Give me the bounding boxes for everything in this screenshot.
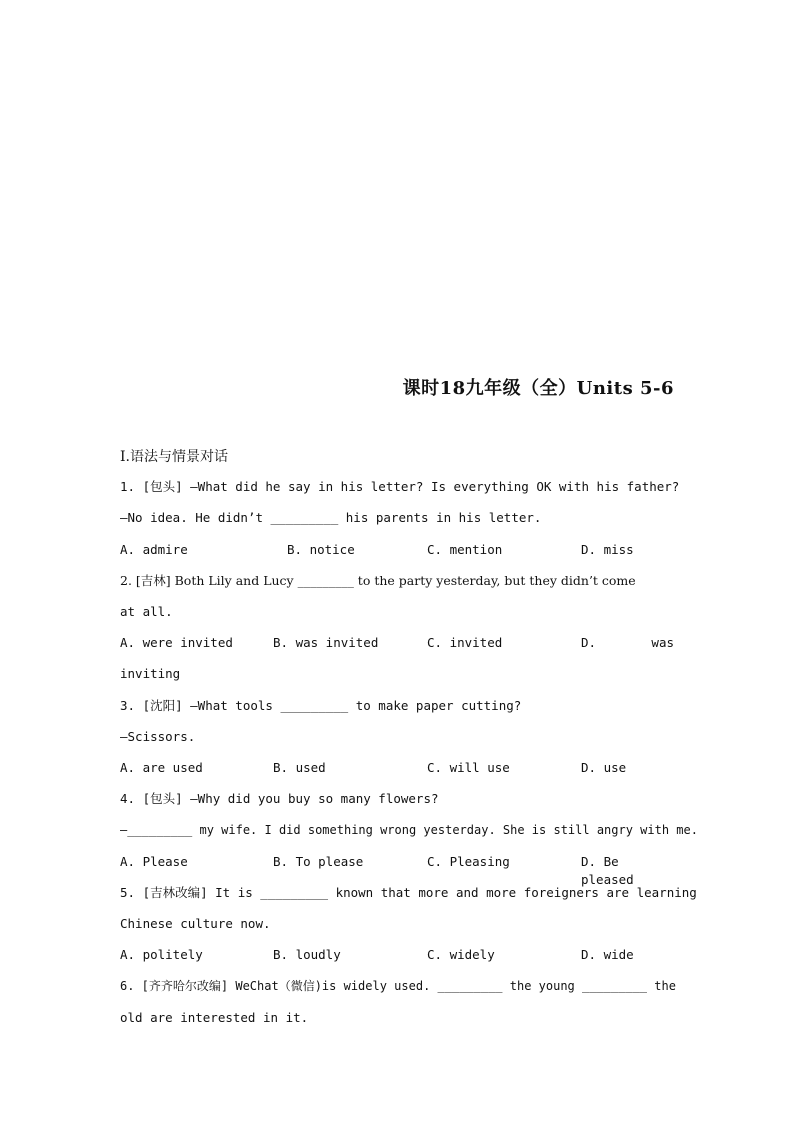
option-c: C. invited [427, 635, 503, 650]
option-a: A. Please [120, 854, 188, 869]
option-c: C. mention [427, 542, 503, 557]
option-c: C. Pleasing [427, 854, 510, 869]
q4-line1: 4. [包头] —Why did you buy so many flowers? [120, 791, 439, 806]
option-b: B. notice [287, 542, 355, 557]
q5-line1: 5. [吉林改编] It is _________ known that more and more foreigners are learning [120, 885, 697, 900]
option-a: A. admire [120, 542, 188, 557]
q4-line2: —_________ my wife. I did something wrong yesterday. She is still angry with me. [120, 823, 698, 837]
q3-options [120, 759, 674, 777]
option-c: C. will use [427, 760, 510, 775]
q3-line2: —Scissors. [120, 729, 196, 744]
q6-line1: 6. [齐齐哈尔改编] WeChat（微信)is widely used. _________ the young _________ the [120, 979, 676, 993]
q2-line1: 2. [吉林] Both Lily and Lucy _________ to the party yesterday, but they didn’t come [120, 573, 636, 588]
q1-line2: —No idea. He didn’t _________ his parents in his letter. [120, 510, 542, 525]
option-a: A. were invited [120, 635, 233, 650]
q1-options [120, 541, 674, 559]
option-b: B. loudly [273, 947, 341, 962]
option-b: B. was invited [273, 635, 379, 650]
q3-line1: 3. [沈阳] —What tools _________ to make paper cutting? [120, 698, 522, 713]
option-b: B. used [273, 760, 326, 775]
option-c: C. widely [427, 947, 495, 962]
option-d: D. miss [581, 542, 634, 557]
q6-line2: old are interested in it. [120, 1010, 309, 1025]
q5-line2: Chinese culture now. [120, 916, 271, 931]
option-d: D. [581, 635, 597, 650]
option-d-text: was [651, 635, 674, 650]
option-d: D. use [581, 760, 627, 775]
q2-options [120, 634, 674, 652]
q1-line1: 1. [包头] —What did he say in his letter? Is everything OK with his father? [120, 479, 680, 494]
section-heading: Ⅰ.语法与情景对话 [120, 449, 228, 465]
q4-options [120, 853, 674, 887]
option-b: B. To please [273, 854, 364, 869]
q2-tail: inviting [120, 666, 181, 681]
option-a: A. politely [120, 947, 203, 962]
document-title: 课时18九年级（全）Units 5-6 [402, 378, 674, 399]
q2-line2: at all. [120, 604, 173, 619]
q5-options [120, 946, 674, 964]
option-d: D. wide [581, 947, 634, 962]
option-d: D. Be pleased [581, 854, 634, 887]
option-a: A. are used [120, 760, 203, 775]
